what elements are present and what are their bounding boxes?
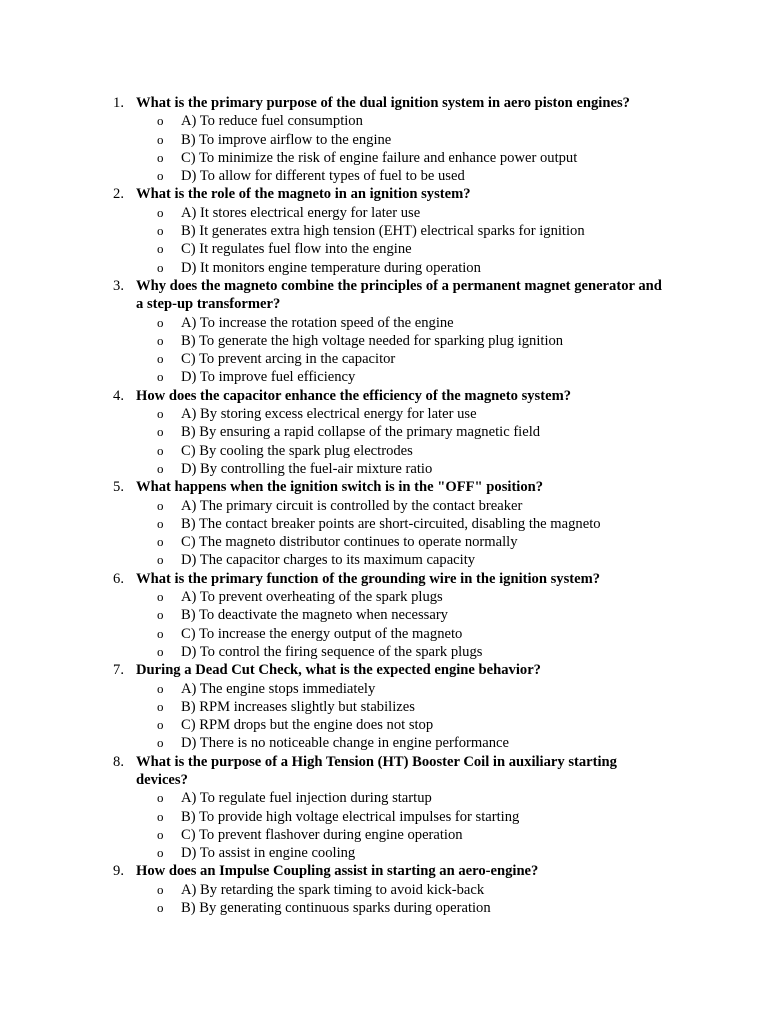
answer-option	[0, 332, 768, 350]
answer-option-text: A) It stores electrical energy for later use	[181, 204, 421, 221]
question-number: 7.	[113, 662, 124, 679]
question-text: During a Dead Cut Check, what is the expected engine behavior?	[136, 662, 541, 679]
answer-option-text: A) To prevent overheating of the spark plugs	[181, 589, 443, 606]
answer-option-text: D) It monitors engine temperature during operation	[181, 259, 481, 276]
question-text-line	[0, 570, 768, 588]
answer-option-text: B) By ensuring a rapid collapse of the primary magnetic field	[181, 424, 541, 441]
question-number: 1.	[113, 95, 124, 111]
question-text-line	[0, 387, 768, 405]
question-number: 8.	[113, 753, 124, 770]
question-text: What is the primary function of the grounding wire in the ignition system?	[136, 570, 601, 587]
answer-option-text: B) To generate the high voltage needed for sparking plug ignition	[181, 332, 564, 349]
circle-bullet-icon: o	[157, 515, 164, 531]
answer-option-text: C) By cooling the spark plug electrodes	[181, 442, 413, 459]
circle-bullet-icon: o	[157, 131, 164, 147]
question-text-line	[0, 862, 768, 880]
answer-option	[0, 314, 768, 332]
answer-option	[0, 405, 768, 423]
question-6	[0, 570, 768, 661]
circle-bullet-icon: o	[157, 149, 164, 165]
answer-options-list	[0, 314, 768, 387]
circle-bullet-icon: o	[157, 717, 164, 733]
question-4	[0, 387, 768, 478]
answer-option	[0, 533, 768, 551]
circle-bullet-icon: o	[157, 900, 164, 916]
answer-option	[0, 131, 768, 149]
question-7	[0, 661, 768, 752]
circle-bullet-icon: o	[157, 808, 164, 824]
circle-bullet-icon: o	[157, 625, 164, 641]
answer-option	[0, 497, 768, 515]
answer-option	[0, 899, 768, 917]
answer-option	[0, 204, 768, 222]
answer-option	[0, 442, 768, 460]
circle-bullet-icon: o	[157, 369, 164, 385]
answer-option-text: A) To reduce fuel consumption	[181, 113, 363, 130]
question-text-line	[0, 753, 768, 790]
circle-bullet-icon: o	[157, 442, 164, 458]
answer-option-text: C) To prevent arcing in the capacitor	[181, 351, 396, 368]
answer-option	[0, 808, 768, 826]
circle-bullet-icon: o	[157, 790, 164, 806]
answer-options-list	[0, 405, 768, 478]
answer-option-text: D) To allow for different types of fuel to be used	[181, 168, 465, 185]
circle-bullet-icon: o	[157, 607, 164, 623]
question-9	[0, 862, 768, 917]
circle-bullet-icon: o	[157, 223, 164, 239]
answer-option-text: C) To prevent flashover during engine operation	[181, 826, 463, 843]
question-text: What is the role of the magneto in an ignition system?	[136, 186, 471, 203]
answer-option	[0, 259, 768, 277]
circle-bullet-icon: o	[157, 735, 164, 751]
answer-option	[0, 789, 768, 807]
answer-option-text: D) The capacitor charges to its maximum capacity	[181, 552, 476, 569]
question-text-line	[0, 478, 768, 496]
answer-option-text: B) By generating continuous sparks during operation	[181, 900, 491, 917]
question-number: 4.	[113, 387, 124, 404]
answer-option-text: A) By retarding the spark timing to avoid kick-back	[181, 881, 485, 898]
circle-bullet-icon: o	[157, 424, 164, 440]
answer-option	[0, 423, 768, 441]
answer-option	[0, 588, 768, 606]
answer-option	[0, 149, 768, 167]
question-text-line	[0, 185, 768, 203]
circle-bullet-icon: o	[157, 643, 164, 659]
circle-bullet-icon: o	[157, 552, 164, 568]
answer-option-text: D) To assist in engine cooling	[181, 845, 356, 862]
question-number: 5.	[113, 479, 124, 496]
question-3	[0, 277, 768, 387]
question-text: How does an Impulse Coupling assist in starting an aero-engine?	[136, 863, 539, 880]
answer-option-text: A) To increase the rotation speed of the engine	[181, 314, 454, 331]
circle-bullet-icon: o	[157, 406, 164, 422]
answer-option	[0, 515, 768, 533]
question-number: 9.	[113, 863, 124, 880]
circle-bullet-icon: o	[157, 241, 164, 257]
answer-option-text: A) To regulate fuel injection during startup	[181, 790, 432, 807]
circle-bullet-icon: o	[157, 351, 164, 367]
question-8	[0, 753, 768, 863]
circle-bullet-icon: o	[157, 698, 164, 714]
answer-option-text: B) RPM increases slightly but stabilizes	[181, 698, 415, 715]
circle-bullet-icon: o	[157, 332, 164, 348]
question-2	[0, 185, 768, 276]
circle-bullet-icon: o	[157, 314, 164, 330]
answer-option-text: A) By storing excess electrical energy for later use	[181, 406, 477, 423]
answer-option-text: A) The engine stops immediately	[181, 680, 376, 697]
answer-option-text: B) To provide high voltage electrical impulses for starting	[181, 808, 520, 825]
circle-bullet-icon: o	[157, 497, 164, 513]
answer-option	[0, 551, 768, 569]
circle-bullet-icon: o	[157, 204, 164, 220]
answer-options-list	[0, 112, 768, 185]
answer-option-text: B) The contact breaker points are short-circuited, disabling the magneto	[181, 515, 601, 532]
question-text: What is the primary purpose of the dual ignition system in aero piston engines?	[136, 95, 630, 111]
answer-options-list	[0, 789, 768, 862]
answer-options-list	[0, 881, 768, 918]
answer-options-list	[0, 204, 768, 277]
answer-option-text: D) To control the firing sequence of the spark plugs	[181, 643, 483, 660]
quiz-document	[0, 94, 768, 917]
answer-option-text: C) RPM drops but the engine does not stop	[181, 717, 434, 734]
answer-option-text: A) The primary circuit is controlled by the contact breaker	[181, 497, 523, 514]
answer-option-text: D) To improve fuel efficiency	[181, 369, 356, 386]
answer-option-text: D) There is no noticeable change in engine performance	[181, 735, 509, 752]
answer-option	[0, 826, 768, 844]
circle-bullet-icon: o	[157, 845, 164, 861]
answer-option-text: C) To minimize the risk of engine failure and enhance power output	[181, 149, 578, 166]
answer-option-text: B) It generates extra high tension (EHT) electrical sparks for ignition	[181, 223, 585, 240]
question-text: How does the capacitor enhance the efficiency of the magneto system?	[136, 387, 572, 404]
question-text-line	[0, 661, 768, 679]
answer-option	[0, 625, 768, 643]
circle-bullet-icon: o	[157, 881, 164, 897]
circle-bullet-icon: o	[157, 680, 164, 696]
question-number: 3.	[113, 277, 124, 294]
answer-option	[0, 643, 768, 661]
answer-option	[0, 112, 768, 130]
answer-option-text: C) To increase the energy output of the magneto	[181, 625, 463, 642]
question-text: What is the purpose of a High Tension (HT) Booster Coil in auxiliary starting devices?	[136, 753, 617, 788]
answer-option	[0, 167, 768, 185]
answer-option	[0, 698, 768, 716]
question-text-line	[0, 94, 768, 112]
answer-option-text: B) To improve airflow to the engine	[181, 131, 392, 148]
circle-bullet-icon: o	[157, 168, 164, 184]
answer-option	[0, 734, 768, 752]
answer-option	[0, 240, 768, 258]
answer-option-text: C) It regulates fuel flow into the engine	[181, 241, 412, 258]
question-text: What happens when the ignition switch is in the "OFF" position?	[136, 479, 544, 496]
circle-bullet-icon: o	[157, 113, 164, 129]
answer-option-text: B) To deactivate the magneto when necessary	[181, 607, 448, 624]
answer-option-text: D) By controlling the fuel-air mixture ratio	[181, 460, 433, 477]
question-text: Why does the magneto combine the principles of a permanent magnet generator and a step-up transformer?	[136, 277, 662, 313]
answer-options-list	[0, 497, 768, 570]
circle-bullet-icon: o	[157, 259, 164, 275]
question-5	[0, 478, 768, 569]
answer-option-text: C) The magneto distributor continues to operate normally	[181, 534, 518, 551]
answer-option	[0, 844, 768, 862]
answer-options-list	[0, 588, 768, 661]
circle-bullet-icon: o	[157, 460, 164, 476]
question-1	[0, 94, 768, 185]
answer-option	[0, 350, 768, 368]
question-number: 6.	[113, 570, 124, 587]
circle-bullet-icon: o	[157, 589, 164, 605]
answer-options-list	[0, 680, 768, 753]
question-number: 2.	[113, 186, 124, 203]
answer-option	[0, 606, 768, 624]
circle-bullet-icon: o	[157, 826, 164, 842]
answer-option	[0, 368, 768, 386]
answer-option	[0, 460, 768, 478]
answer-option	[0, 680, 768, 698]
question-text-line	[0, 277, 768, 314]
circle-bullet-icon: o	[157, 534, 164, 550]
answer-option	[0, 222, 768, 240]
answer-option	[0, 716, 768, 734]
answer-option	[0, 881, 768, 899]
